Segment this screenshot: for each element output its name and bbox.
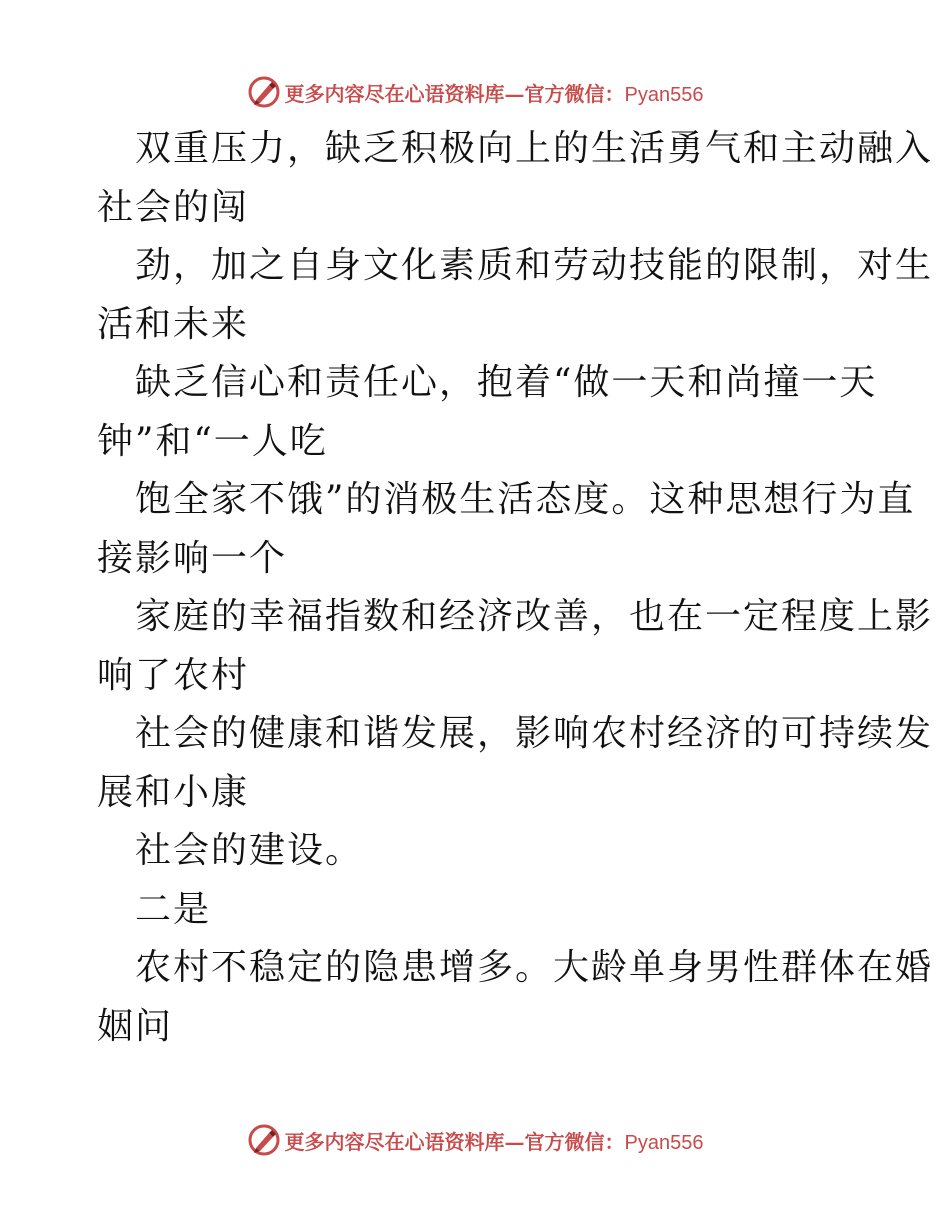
footer-wechat-id: Pyan556 xyxy=(624,1131,704,1154)
body-line: 饱全家不饿”的消极生活态度。这种思想行为直 xyxy=(135,479,916,520)
pen-logo-icon xyxy=(247,1123,281,1157)
body-line: 社会的闯 xyxy=(97,186,250,228)
body-line: 钟”和“一人吃 xyxy=(97,420,328,462)
body-line: 家庭的幸福指数和经济改善，也在一定程度上影 xyxy=(135,596,934,637)
pen-logo-icon xyxy=(247,75,281,109)
header-wechat-id: Pyan556 xyxy=(624,83,704,106)
body-line: 缺乏信心和责任心，抱着“做一天和尚撞一天 xyxy=(135,362,878,403)
footer-watermark-banner xyxy=(0,1120,950,1160)
header-banner-label: 更多内容尽在心语资料库—官方微信： xyxy=(284,81,625,106)
body-line: 展和小康 xyxy=(97,771,250,813)
body-line: 二是 xyxy=(135,888,212,930)
body-line: 农村不稳定的隐患增多。大龄单身男性群体在婚 xyxy=(135,947,934,988)
body-line: 姻问 xyxy=(97,1005,174,1047)
header-banner-text xyxy=(285,78,704,107)
body-line: 社会的健康和谐发展，影响农村经济的可持续发 xyxy=(135,713,934,754)
document-body xyxy=(97,120,934,1056)
footer-banner-text xyxy=(285,1126,704,1155)
body-line: 劲，加之自身文化素质和劳动技能的限制，对生 xyxy=(135,245,934,286)
body-line: 双重压力，缺乏积极向上的生活勇气和主动融入 xyxy=(135,128,934,169)
footer-banner-label: 更多内容尽在心语资料库—官方微信： xyxy=(284,1129,625,1154)
header-watermark-banner xyxy=(0,72,950,112)
body-line: 接影响一个 xyxy=(97,537,288,579)
body-line: 社会的建设。 xyxy=(135,830,364,871)
body-line: 响了农村 xyxy=(97,654,250,696)
body-line: 活和未来 xyxy=(97,303,250,345)
